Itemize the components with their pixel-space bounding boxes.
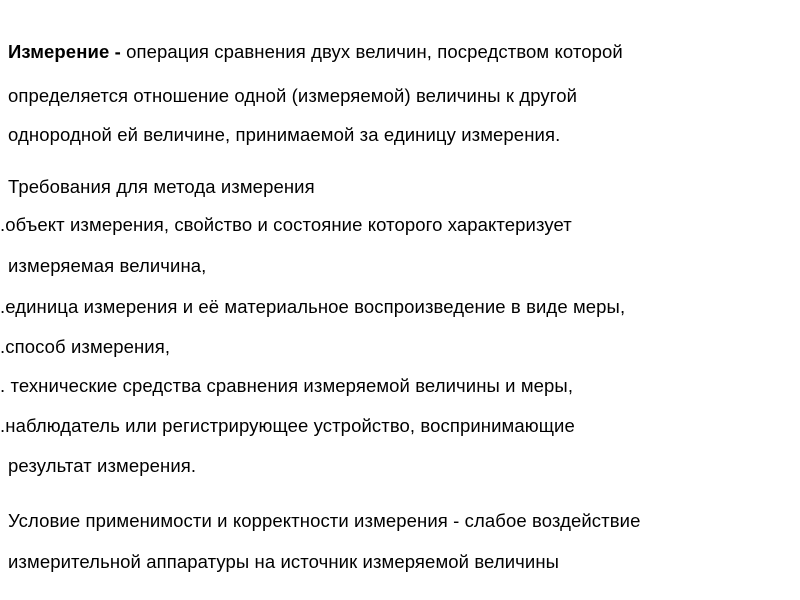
requirement-item-1-continuation: измеряемая величина, (8, 255, 207, 276)
requirement-text: технические средства сравнения измеряемой величины и меры, (10, 375, 574, 396)
requirement-marker: . (0, 375, 11, 396)
condition-line-2: измерительной аппаратуры на источник измеряемой величины (8, 551, 560, 572)
requirement-item-4 (0, 375, 573, 397)
definition-line-1 (8, 41, 623, 63)
requirement-text: наблюдатель или регистрирующее устройство, воспринимающие (5, 415, 575, 436)
definition-dash: - (109, 41, 127, 62)
requirements-heading: Требования для метода измерения (8, 176, 315, 197)
requirement-item-1 (0, 214, 572, 236)
requirement-item-5 (0, 415, 575, 437)
requirement-marker: . (0, 214, 6, 235)
definition-line-2: определяется отношение одной (измеряемой) величины к другой (8, 85, 578, 106)
requirement-item-3 (0, 336, 170, 358)
definition-text-1: операция сравнения двух величин, посредством которой (126, 41, 623, 62)
requirement-item-2 (0, 296, 625, 318)
requirement-marker: . (0, 336, 6, 357)
requirement-marker: . (0, 296, 6, 317)
condition-line-1: Условие применимости и корректности измерения - слабое воздействие (8, 510, 641, 531)
requirement-marker: . (0, 415, 6, 436)
requirement-item-5-continuation: результат измерения. (8, 455, 197, 476)
requirement-text: единица измерения и её материальное воспроизведение в виде меры, (5, 296, 626, 317)
requirement-text: способ измерения, (5, 336, 171, 357)
requirement-text: объект измерения, свойство и состояние которого характеризует (5, 214, 572, 235)
definition-term: Измерение (8, 41, 110, 62)
definition-line-3: однородной ей величине, принимаемой за единицу измерения. (8, 124, 561, 145)
